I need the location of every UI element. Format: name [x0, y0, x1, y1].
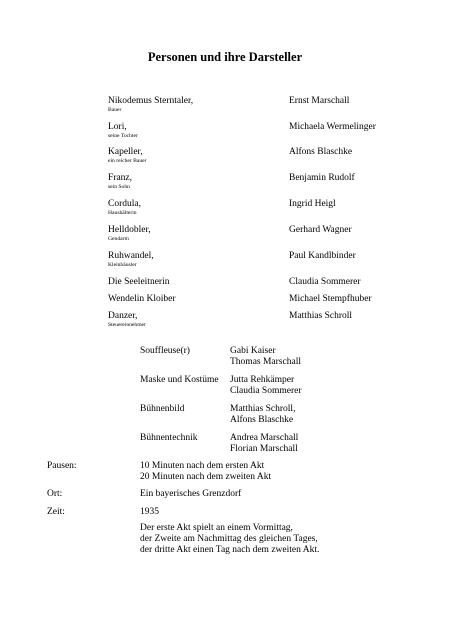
crew-label: Maske und Kostüme [140, 375, 219, 385]
cast-row [0, 311, 450, 335]
role-description: ein reicher Bauer [108, 158, 147, 164]
page-title: Personen und ihre Darsteller [147, 50, 303, 64]
cast-row [0, 251, 450, 275]
role-name: Nikodemus Sterntaler, [108, 96, 194, 106]
crew-name: Thomas Marschall [230, 357, 301, 367]
info-label: Ort: [47, 489, 63, 499]
actor-name: Matthias Schroll [289, 311, 353, 321]
crew-name: Matthias Schroll, [230, 404, 296, 414]
crew-name: Jutta Rehkämper [230, 375, 295, 385]
role-name: Wendelin Kloiber [108, 294, 176, 304]
crew-name: Florian Marschall [230, 444, 298, 454]
role-name: Franz, [108, 173, 133, 183]
cast-row [0, 122, 450, 146]
role-name: Cordula, [108, 199, 141, 209]
cast-row [0, 199, 450, 223]
role-description: Kleinhäusler [108, 262, 137, 268]
role-description: Steuereinnehmer [108, 322, 146, 328]
crew-name: Alfons Blaschke [230, 415, 294, 425]
role-description: sein Sohn [108, 184, 130, 190]
role-name: Ruhwandel, [108, 251, 154, 261]
role-name: Die Seeleitnerin [108, 277, 170, 287]
crew-label: Bühnentechnik [140, 433, 198, 443]
crew-label: Souffleuse(r) [140, 346, 190, 356]
role-name: Danzer, [108, 311, 138, 321]
cast-row [0, 147, 450, 171]
cast-row [0, 173, 450, 197]
info-line: Der erste Akt spielt an einem Vormittag, [140, 523, 293, 533]
role-name: Lori, [108, 122, 127, 132]
role-description: Gendarm [108, 236, 129, 242]
role-name: Kapeller, [108, 147, 143, 157]
actor-name: Claudia Sommerer [289, 277, 361, 287]
actor-name: Ingrid Heigl [289, 199, 336, 209]
actor-name: Michael Stempfhuber [289, 294, 372, 304]
actor-name: Michaela Wermelinger [289, 122, 376, 132]
role-description: Haushälterin [108, 210, 137, 216]
crew-name: Claudia Sommerer [230, 386, 302, 396]
info-line: der dritte Akt einen Tag nach dem zweiten Akt. [140, 545, 320, 555]
info-label: Zeit: [47, 507, 65, 517]
cast-row [0, 225, 450, 249]
info-line: der Zweite am Nachmittag des gleichen Tages, [140, 534, 318, 544]
role-description: Bauer [108, 107, 122, 113]
cast-row [0, 96, 450, 120]
info-line: 1935 [140, 507, 159, 517]
actor-name: Gerhard Wagner [289, 225, 352, 235]
crew-name: Gabi Kaiser [230, 346, 276, 356]
actor-name: Paul Kandlbinder [289, 251, 356, 261]
crew-label: Bühnenbild [140, 404, 185, 414]
info-label: Pausen: [47, 461, 77, 471]
actor-name: Benjamin Rudolf [289, 173, 355, 183]
crew-name: Andrea Marschall [230, 433, 299, 443]
role-description: seine Tochter [108, 133, 138, 139]
info-line: Ein bayerisches Grenzdorf [140, 489, 242, 499]
actor-name: Ernst Marschall [289, 96, 350, 106]
role-name: Helldobler, [108, 225, 151, 235]
info-line: 10 Minuten nach dem ersten Akt [140, 461, 265, 471]
actor-name: Alfons Blaschke [289, 147, 353, 157]
info-line: 20 Minuten nach dem zweiten Akt [140, 472, 272, 482]
